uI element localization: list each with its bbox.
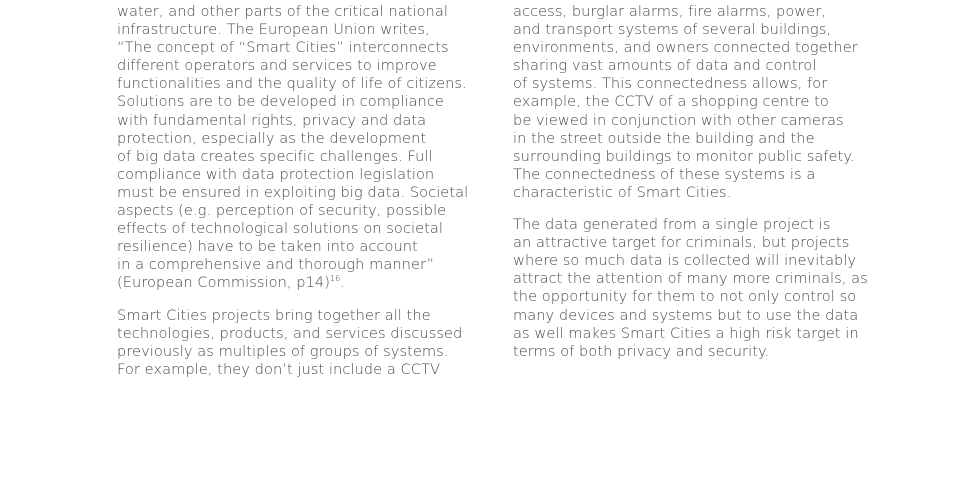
text-line: access, burglar alarms, fire alarms, power, — [513, 3, 827, 20]
right-text-column — [513, 3, 873, 361]
text-line: must be ensured in exploiting big data. Societal — [117, 183, 469, 201]
text-line: sharing vast amounts of data and control — [513, 57, 817, 75]
text-line: previously as multiples of groups of systems. — [117, 342, 449, 360]
text-line: The connectedness of these systems is a — [513, 165, 816, 183]
left-paragraph-2 — [117, 307, 472, 379]
text-line: Solutions are to be developed in compliance — [117, 93, 444, 111]
text-line: of systems. This connectedness allows, for — [513, 75, 828, 93]
text-line: of big data creates specific challenges. Full — [117, 147, 433, 165]
text-line: and transport systems of several buildings, — [513, 21, 832, 39]
text-line: surrounding buildings to monitor public safety. — [513, 147, 855, 165]
text-line: aspects (e.g. perception of security, possible — [117, 202, 447, 220]
citation-line — [117, 274, 472, 292]
text-line: functionalities and the quality of life of citizens. — [117, 75, 467, 93]
right-paragraph-1 — [513, 3, 873, 202]
left-paragraph-1 — [117, 3, 472, 293]
text-line: technologies, products, and services discussed — [117, 324, 463, 342]
text-line: The data generated from a single project is — [513, 216, 831, 234]
paragraph-gap — [117, 293, 472, 307]
text-line: in the street outside the building and the — [513, 129, 815, 147]
text-line: infrastructure. The European Union writes, — [117, 21, 430, 39]
right-paragraph-2 — [513, 216, 873, 361]
text-line: different operators and services to improve — [117, 57, 437, 75]
text-line: effects of technological solutions on societal — [117, 220, 443, 238]
text-line: compliance with data protection legislation — [117, 165, 435, 183]
text-line: attract the attention of many more criminals, as — [513, 270, 868, 288]
left-text-column — [117, 3, 472, 379]
text-line: in a comprehensive and thorough manner” — [117, 256, 435, 274]
citation-text: (European Commission, p14) — [117, 274, 330, 292]
text-line: protection, especially as the development — [117, 129, 427, 147]
footnote-reference[interactable]: 16 — [330, 274, 341, 284]
text-line: For example, they don’t just include a CCTV — [117, 360, 440, 378]
citation-end: . — [340, 274, 345, 292]
text-line: many devices and systems but to use the data — [513, 306, 859, 324]
text-line: as well makes Smart Cities a high risk target in — [513, 324, 859, 342]
text-line: the opportunity for them to not only control so — [513, 288, 857, 306]
text-line: with fundamental rights, privacy and data — [117, 111, 427, 129]
text-line: resilience) have to be taken into account — [117, 238, 418, 256]
text-line: example, the CCTV of a shopping centre to — [513, 93, 829, 111]
text-line: environments, and owners connected together — [513, 39, 858, 57]
text-line: “The concept of “Smart Cities” interconnects — [117, 39, 449, 57]
text-line: where so much data is collected will inevitably — [513, 252, 857, 270]
text-line: an attractive target for criminals, but projects — [513, 234, 850, 252]
text-line: water, and other parts of the critical national — [117, 3, 448, 20]
text-line: be viewed in conjunction with other cameras — [513, 111, 844, 129]
text-line: characteristic of Smart Cities. — [513, 183, 732, 201]
text-line: Smart Cities projects bring together all the — [117, 306, 431, 324]
paragraph-gap — [513, 202, 873, 216]
text-line: terms of both privacy and security. — [513, 342, 770, 360]
